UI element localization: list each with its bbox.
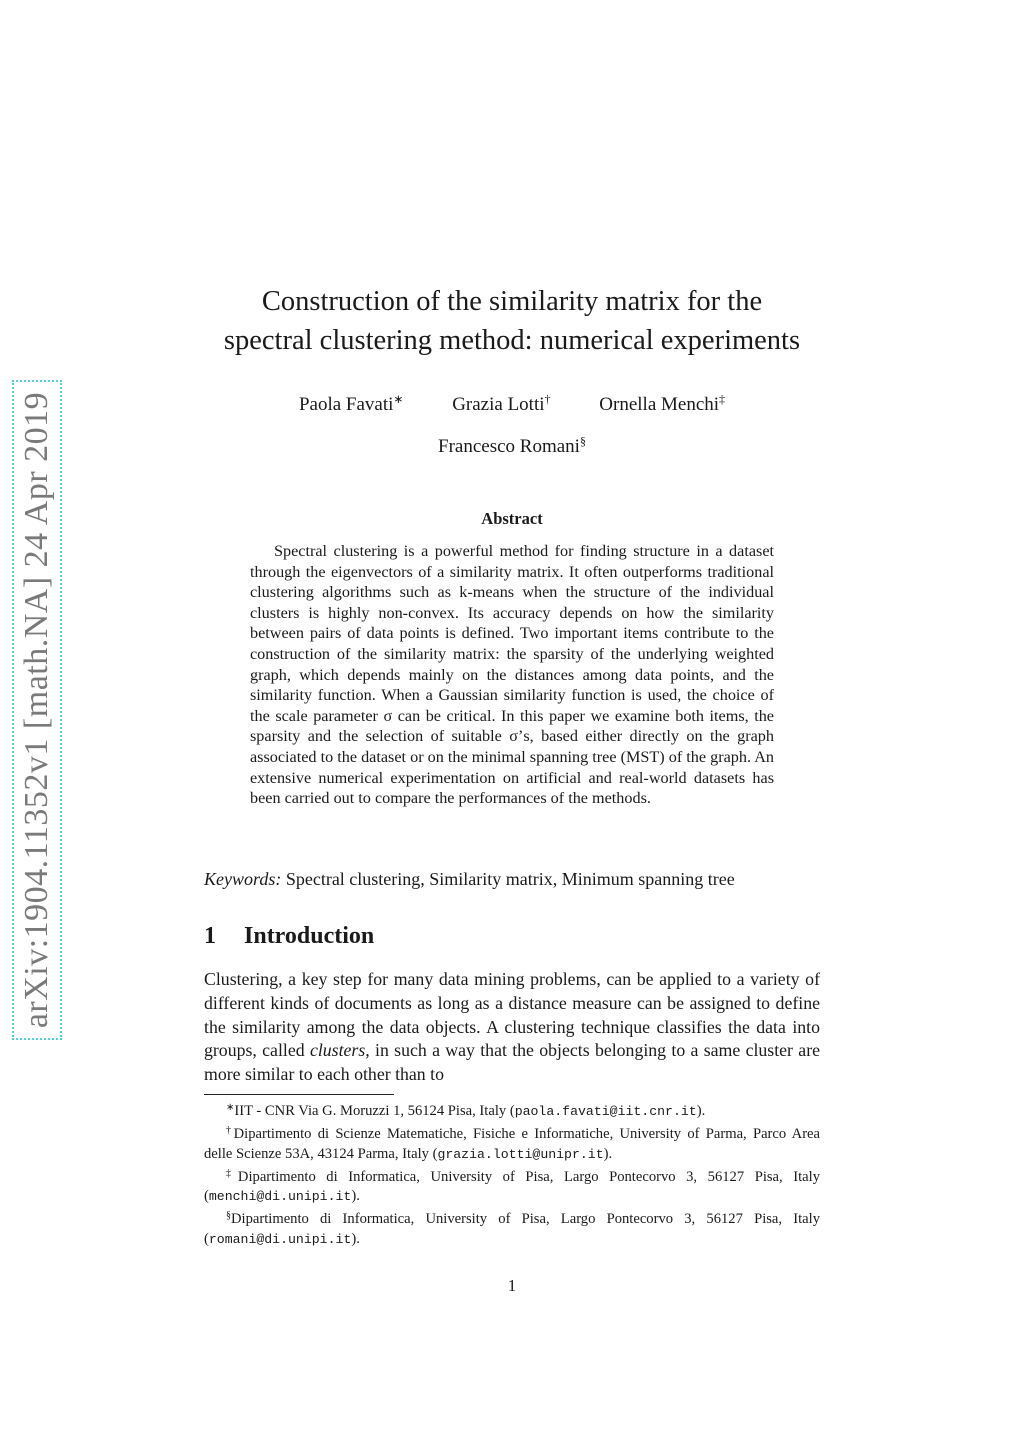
author-romani [438, 423, 586, 465]
footnote-mark[interactable]: § [579, 434, 586, 448]
email-link[interactable]: romani@di.unipi.it [208, 1231, 352, 1247]
author-row-2 [160, 423, 864, 465]
paper-title [160, 282, 864, 360]
author-menchi [599, 381, 725, 423]
footnote-tail: ). [351, 1230, 360, 1247]
title-line-1: Construction of the similarity matrix for the [261, 286, 763, 317]
author-name: Paola Favati [298, 394, 394, 415]
page-number: 1 [507, 1276, 517, 1295]
footnote-mark: ∗ [226, 1102, 235, 1113]
email-link[interactable]: menchi@di.unipi.it [208, 1189, 352, 1205]
title-line-2: spectral clustering method: numerical experiments [223, 325, 801, 356]
intro-text-end: , in such a way that the objects belonging to a same cluster are more similar to each other than to [204, 1040, 821, 1085]
section-title: Introduction [244, 923, 375, 949]
footnote-lotti [204, 1121, 820, 1164]
footnote-mark: § [226, 1210, 231, 1222]
author-name: Grazia Lotti [452, 394, 545, 415]
author-name: Francesco Romani [438, 436, 580, 457]
intro-emphasis: clusters [309, 1040, 366, 1061]
footnote-tail: ). [696, 1103, 706, 1119]
abstract-heading: Abstract [481, 509, 543, 528]
footnote-text: Dipartimento di Informatica, University of Pisa, Largo Pontecorvo 3, 56127 Pisa, Italy ( [204, 1211, 820, 1247]
keywords-line [204, 867, 824, 891]
footnote-tail: ). [603, 1145, 613, 1162]
arxiv-identifier-stamp[interactable]: arXiv:1904.11352v1 [math.NA] 24 Apr 2019 [12, 380, 62, 1040]
footnote-favati [204, 1098, 820, 1121]
footnote-mark[interactable]: ∗ [393, 392, 404, 406]
footnote-tail: ). [351, 1188, 360, 1205]
footnote-romani [204, 1206, 820, 1249]
footnote-text: Dipartimento di Scienze Matematiche, Fisiche e Informatiche, University of Parma, Parco Area delle Scienze 53A, 43124 Parma, Italy ( [204, 1126, 821, 1162]
keywords-text: Spectral clustering, Similarity matrix, Minimum spanning tree [285, 869, 735, 889]
footnotes [204, 1098, 820, 1249]
keywords-label: Keywords: [204, 869, 282, 889]
footnote-menchi [204, 1164, 820, 1207]
email-link[interactable]: grazia.lotti@unipr.it [437, 1146, 604, 1162]
intro-text-start: Clustering, a key step for many data mining problems, can be applied to a variety of different kinds of documents as long as a distance measure can be assigned to define the similarity among the data objects. A clustering technique classifies the data into groups, called [204, 969, 820, 1061]
section-number: 1 [204, 923, 216, 949]
author-name: Ornella Menchi [599, 394, 720, 415]
author-lotti [452, 381, 550, 423]
email-link[interactable]: paola.favati@iit.cnr.it [514, 1104, 697, 1119]
footnote-mark: ‡ [226, 1167, 238, 1179]
section-heading-introduction [204, 920, 374, 952]
introduction-paragraph [204, 968, 820, 1087]
abstract-text: Spectral clustering is a powerful method for finding structure in a dataset through the eigenvectors of a similarity matrix. It often outperforms traditional clustering algorithms such as k-means when the structure of the individual clusters is highly non-convex. Its accuracy depends on how the similarity between pairs of data points is defined. Two important items contribute to the construction of the similarity matrix: the sparsity of the underlying weighted graph, which depends mainly on the distances among data points, and the similarity function. When a Gaussian similarity function is used, the choice of the scale parameter σ can be critical. In this paper we examine both items, the sparsity and the selection of suitable σ’s, based either directly on the graph associated to the dataset or on the minimal spanning tree (MST) of the graph. An extensive numerical experimentation on artificial and real-world datasets has been carried out to compare the performances of the methods. [250, 542, 774, 808]
footnote-text: Dipartimento di Informatica, University of Pisa, Largo Pontecorvo 3, 56127 Pisa, Italy ( [204, 1168, 820, 1205]
author-list [160, 381, 864, 465]
author-row-1 [160, 381, 864, 423]
footnote-mark[interactable]: ‡ [719, 392, 726, 406]
footnote-mark: † [226, 1125, 234, 1137]
footnote-text: IIT - CNR Via G. Moruzzi 1, 56124 Pisa, Italy ( [234, 1103, 515, 1119]
footnote-rule [204, 1094, 394, 1095]
author-favati [299, 381, 404, 423]
footnote-mark[interactable]: † [544, 392, 551, 406]
